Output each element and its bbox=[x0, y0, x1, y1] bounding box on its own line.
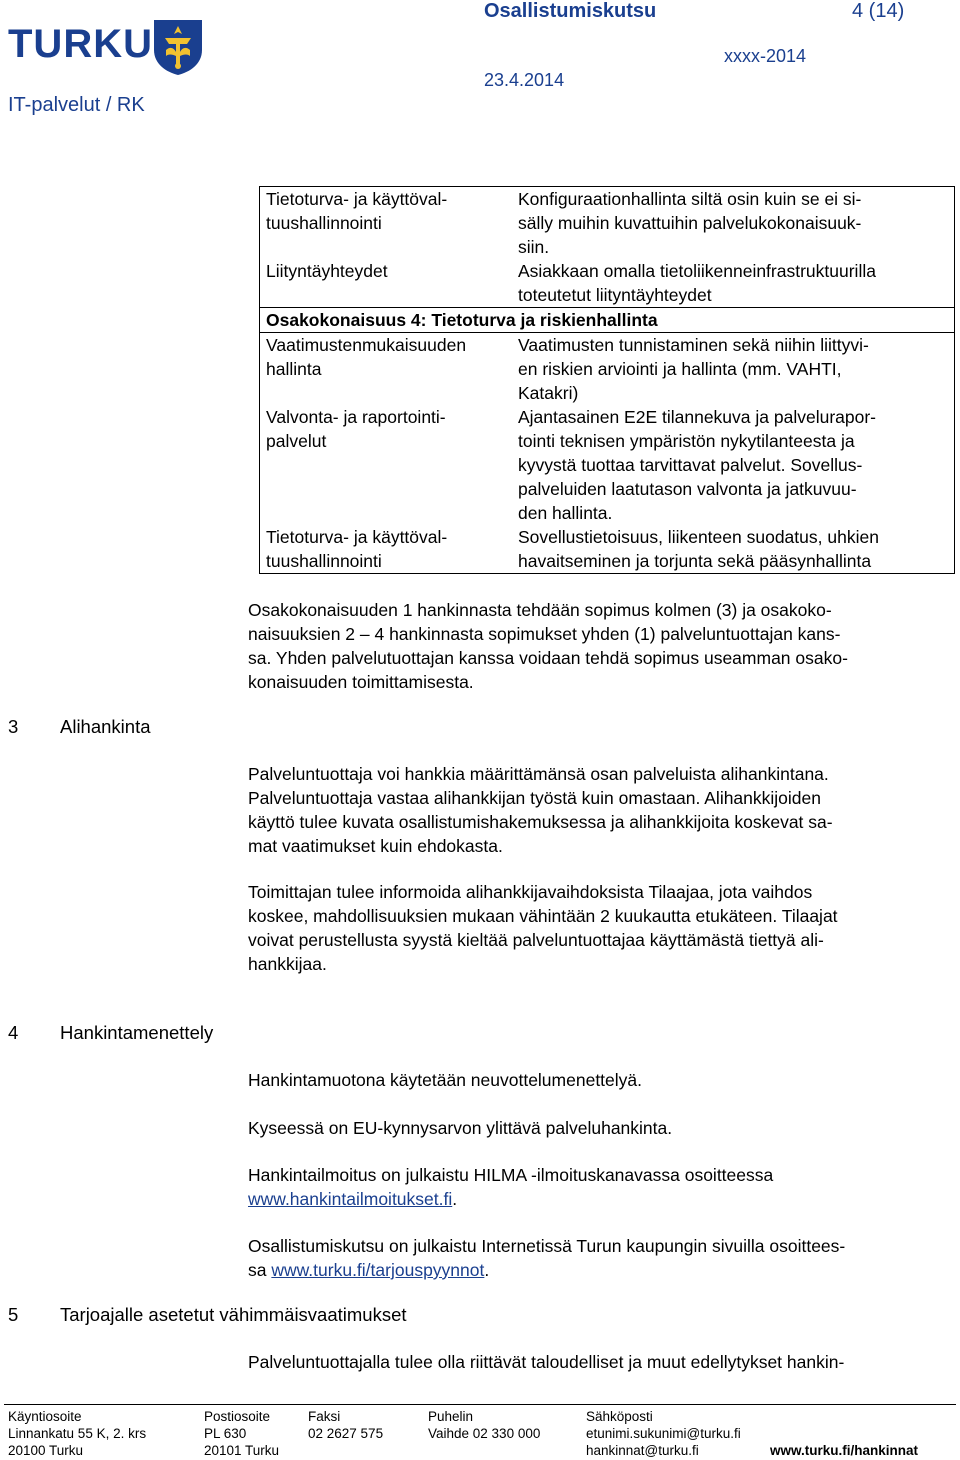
cell-line: Vaatimustenmukaisuuden bbox=[266, 335, 467, 355]
footer-website[interactable]: www.turku.fi/hankinnat bbox=[770, 1443, 919, 1458]
procedure-paragraph-4 bbox=[248, 1234, 948, 1282]
cell-line: tuushallinnointi bbox=[266, 551, 382, 571]
cell-line: Vaatimusten tunnistaminen sekä niihin liittyvi- bbox=[518, 335, 869, 355]
text-line: Kyseessä on EU-kynnysarvon ylittävä palveluhankinta. bbox=[248, 1118, 673, 1138]
text-line: Palveluntuottaja voi hankkia määrittämänsä osan palveluista alihankintana. bbox=[248, 764, 829, 784]
footer-label: Sähköposti bbox=[586, 1409, 653, 1424]
procedure-paragraph-1 bbox=[248, 1068, 948, 1092]
footer-label: Puhelin bbox=[428, 1409, 474, 1424]
footer-label: Käyntiosoite bbox=[8, 1409, 82, 1424]
text-line: naisuuksien 2 – 4 hankinnasta sopimukset yhden (1) palveluntuottajan kans- bbox=[248, 624, 841, 644]
footer-visit-address bbox=[8, 1408, 146, 1459]
footer-label: Faksi bbox=[308, 1409, 341, 1424]
cell-line: Sovellustietoisuus, liikenteen suodatus, uhkien bbox=[518, 527, 879, 547]
text-fragment: sa bbox=[248, 1260, 272, 1280]
section-title: Alihankinta bbox=[60, 716, 151, 737]
cell-line: den hallinta. bbox=[518, 503, 613, 523]
footer-postal-address bbox=[204, 1408, 279, 1459]
footer-label: Postiosoite bbox=[204, 1409, 271, 1424]
section-number: 3 bbox=[8, 716, 19, 737]
service-table bbox=[259, 186, 955, 574]
table-section-row bbox=[260, 308, 955, 333]
text-line: Osakokonaisuuden 1 hankinnasta tehdään sopimus kolmen (3) ja osakoko- bbox=[248, 600, 832, 620]
table-cell-label bbox=[260, 259, 513, 308]
cell-line: hallinta bbox=[266, 359, 322, 379]
footer-value: PL 630 bbox=[204, 1426, 247, 1441]
text-line bbox=[248, 1258, 948, 1282]
table-row bbox=[260, 405, 955, 525]
hankintailmoitukset-link[interactable]: www.hankintailmoitukset.fi bbox=[248, 1189, 453, 1209]
text-line: Hankintailmoitus on julkaistu HILMA -ilmoituskanavassa osoitteessa bbox=[248, 1165, 774, 1185]
text-line bbox=[248, 1187, 948, 1211]
cell-line: Liityntäyhteydet bbox=[266, 261, 388, 281]
table-cell-label bbox=[260, 333, 513, 406]
section-title: Hankintamenettely bbox=[60, 1022, 214, 1043]
footer-value: 02 2627 575 bbox=[308, 1426, 384, 1441]
document-code: xxxx-2014 bbox=[724, 46, 807, 66]
text-line: konaisuuden toimittamisesta. bbox=[248, 672, 474, 692]
cell-line: Konfiguraationhallinta siltä osin kuin se ei si- bbox=[518, 189, 862, 209]
footer-value: 20101 Turku bbox=[204, 1443, 280, 1458]
turku-logo-text: TURKU bbox=[8, 22, 153, 66]
turku-tarjouspyynnot-link[interactable]: www.turku.fi/tarjouspyynnot bbox=[271, 1260, 485, 1280]
table-cell-desc bbox=[512, 259, 955, 308]
cell-line: tuushallinnointi bbox=[266, 213, 382, 233]
procedure-paragraph-3 bbox=[248, 1163, 948, 1211]
section-number: 5 bbox=[8, 1304, 19, 1325]
text-line: sa. Yhden palvelutuottajan kanssa voidaan tehdä sopimus useamman osako- bbox=[248, 648, 848, 668]
document-title: Osallistumiskutsu bbox=[484, 0, 657, 22]
text-line: Hankintamuotona käytetään neuvottelumenettelyä. bbox=[248, 1070, 643, 1090]
procedure-paragraph-2 bbox=[248, 1116, 948, 1140]
cell-line: Katakri) bbox=[518, 383, 579, 403]
cell-line: palvelut bbox=[266, 431, 327, 451]
section-number: 4 bbox=[8, 1022, 19, 1043]
page-indicator: 4 (14) bbox=[852, 0, 905, 22]
footer-phone bbox=[428, 1408, 540, 1442]
table-cell-label bbox=[260, 405, 513, 525]
section-5-heading bbox=[8, 1304, 407, 1326]
cell-line: tointi teknisen ympäristön nykytilanteesta ja bbox=[518, 431, 855, 451]
table-row bbox=[260, 525, 955, 574]
footer-divider bbox=[4, 1404, 956, 1405]
table-row bbox=[260, 333, 955, 406]
footer-value: Vaihde 02 330 000 bbox=[428, 1426, 541, 1441]
footer-email bbox=[586, 1408, 741, 1459]
requirements-paragraph bbox=[248, 1350, 948, 1374]
cell-line: en riskien arviointi ja hallinta (mm. VAHTI, bbox=[518, 359, 842, 379]
table-cell-label bbox=[260, 525, 513, 574]
section-title-cell: Osakokonaisuus 4: Tietoturva ja riskienhallinta bbox=[260, 308, 955, 333]
turku-crest-icon bbox=[152, 18, 204, 76]
table-cell-desc bbox=[512, 333, 955, 406]
cell-line: Tietoturva- ja käyttöval- bbox=[266, 189, 448, 209]
cell-line: kyvystä tuottaa tarvittavat palvelut. Sovellus- bbox=[518, 455, 863, 475]
table-row bbox=[260, 187, 955, 260]
text-line: hankkijaa. bbox=[248, 954, 327, 974]
table-cell-desc bbox=[512, 405, 955, 525]
punctuation: . bbox=[452, 1189, 458, 1209]
table-cell-label bbox=[260, 187, 513, 260]
footer-value: hankinnat@turku.fi bbox=[586, 1443, 699, 1458]
document-date: 23.4.2014 bbox=[484, 70, 565, 90]
table-row bbox=[260, 259, 955, 308]
contract-paragraph bbox=[248, 598, 948, 694]
footer-value: Linnankatu 55 K, 2. krs bbox=[8, 1426, 147, 1441]
text-line: Palveluntuottajalla tulee olla riittävät taloudelliset ja muut edellytykset hankin- bbox=[248, 1352, 845, 1372]
text-line: Osallistumiskutsu on julkaistu Internetissä Turun kaupungin sivuilla osoittees- bbox=[248, 1236, 846, 1256]
subcontract-paragraph-2 bbox=[248, 880, 948, 976]
cell-line: Asiakkaan omalla tietoliikenneinfrastruktuurilla bbox=[518, 261, 876, 281]
text-line: käyttö tulee kuvata osallistumishakemuksessa ja alihankkijoita koskevat sa- bbox=[248, 812, 833, 832]
text-line: koskee, mahdollisuuksien mukaan vähintään 2 kuukautta etukäteen. Tilaajat bbox=[248, 906, 838, 926]
section-title: Tarjoajalle asetetut vähimmäisvaatimukset bbox=[60, 1304, 407, 1325]
text-line: Toimittajan tulee informoida alihankkijavaihdoksista Tilaajaa, jota vaihdos bbox=[248, 882, 813, 902]
cell-line: havaitseminen ja torjunta sekä pääsynhallinta bbox=[518, 551, 872, 571]
cell-line: toteutetut liityntäyhteydet bbox=[518, 285, 712, 305]
text-line: voivat perustellusta syystä kieltää palveluntuottajaa käyttämästä tiettyä ali- bbox=[248, 930, 824, 950]
text-line: Palveluntuottaja vastaa alihankkijan työstä kuin omastaan. Alihankkijoiden bbox=[248, 788, 821, 808]
cell-line: sälly muihin kuvattuihin palvelukokonaisuuk- bbox=[518, 213, 862, 233]
cell-line: Ajantasainen E2E tilannekuva ja palvelurapor- bbox=[518, 407, 877, 427]
cell-line: palveluiden laatutason valvonta ja jatkuvuu- bbox=[518, 479, 857, 499]
table-cell-desc bbox=[512, 525, 955, 574]
footer-value: etunimi.sukunimi@turku.fi bbox=[586, 1426, 741, 1441]
footer-value: 20100 Turku bbox=[8, 1443, 84, 1458]
department-unit: IT-palvelut / RK bbox=[8, 94, 145, 116]
punctuation: . bbox=[484, 1260, 490, 1280]
subcontract-paragraph-1 bbox=[248, 762, 948, 858]
cell-line: Tietoturva- ja käyttöval- bbox=[266, 527, 448, 547]
cell-line: Valvonta- ja raportointi- bbox=[266, 407, 446, 427]
table-cell-desc bbox=[512, 187, 955, 260]
cell-line: siin. bbox=[518, 237, 550, 257]
text-line: mat vaatimukset kuin ehdokasta. bbox=[248, 836, 503, 856]
section-4-heading bbox=[8, 1022, 213, 1044]
footer-fax bbox=[308, 1408, 383, 1442]
section-3-heading bbox=[8, 716, 151, 738]
